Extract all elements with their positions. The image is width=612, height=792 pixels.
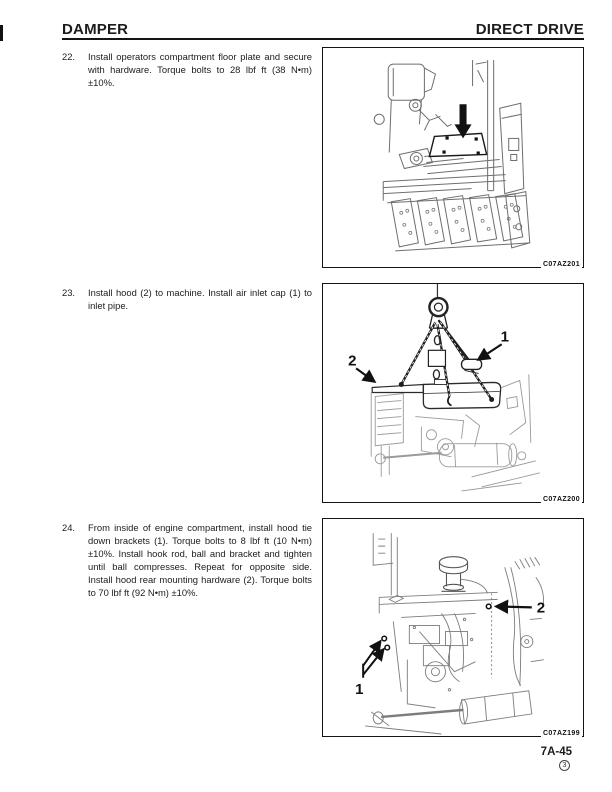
callout-1-arrow xyxy=(479,344,502,359)
figure-code: C07AZ199 xyxy=(542,730,580,737)
mounting-bolts xyxy=(382,604,491,650)
header-section-right: DIRECT DRIVE xyxy=(475,21,584,38)
callout-2 xyxy=(348,352,374,381)
header-section-left: DAMPER xyxy=(62,21,129,38)
air-inlet-cap xyxy=(462,359,482,369)
down-arrow-icon xyxy=(455,104,472,138)
figure-illustration-hood-lift xyxy=(323,284,583,502)
engine-line-art xyxy=(365,533,544,734)
callout-2-label: 2 xyxy=(536,599,546,617)
scan-artifact xyxy=(0,25,3,41)
step-text: From inside of engine compartment, install hood tie down brackets (1). Torque bolts to 8 lbf ft (10 N•m) ±10%. Install hook rod, ball and bracket and tighten until ball compresses. Repeat for opposite side. Install hood rear mounting hardware (2). Torque bolts to 70 lbf ft (92 N•m) ±10%. xyxy=(88,522,312,598)
step-number: 23. xyxy=(62,287,76,298)
step-number: 22. xyxy=(62,51,76,62)
procedure-step-22 xyxy=(62,50,312,89)
callout-1 xyxy=(355,642,383,698)
figure-code: C07AZ200 xyxy=(542,496,580,503)
step-number: 24. xyxy=(62,522,76,533)
figure-code: C07AZ201 xyxy=(542,261,580,268)
callout-1-label: 1 xyxy=(355,680,364,698)
procedure-step-24 xyxy=(62,521,312,599)
header-rule xyxy=(62,38,584,40)
figure-frame-hood-lift xyxy=(322,283,584,503)
figure-illustration-floor-plate xyxy=(323,48,583,267)
procedure-step-23 xyxy=(62,286,312,312)
figure-frame-engine-compartment xyxy=(322,518,584,737)
callout-2-label: 2 xyxy=(348,352,357,370)
callout-2-arrow xyxy=(497,606,532,607)
callout-2-arrow xyxy=(356,368,374,381)
footer-revision-mark: 3 xyxy=(559,760,570,771)
figure-illustration-engine-compartment xyxy=(323,519,583,736)
callout-2 xyxy=(497,599,546,616)
page-number: 7A-45 xyxy=(540,746,572,758)
figure-frame-floor-plate xyxy=(322,47,584,268)
callout-1 xyxy=(479,328,509,359)
step-text: Install hood (2) to machine. Install air inlet cap (1) to inlet pipe. xyxy=(88,287,312,311)
callout-1-arrow-a xyxy=(363,642,380,666)
callout-1-label: 1 xyxy=(500,328,510,346)
step-text: Install operators compartment floor plate and secure with hardware. Torque bolts to 28 lbf ft (38 N•m) ±10%. xyxy=(88,51,312,88)
